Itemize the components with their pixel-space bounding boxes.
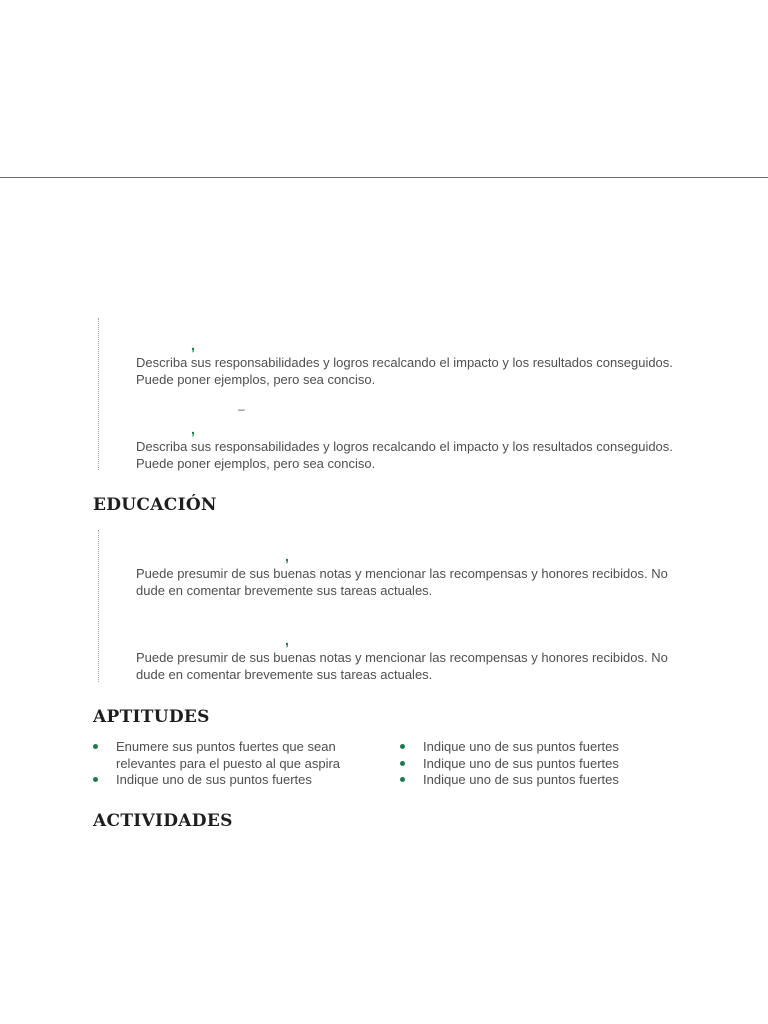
skill-text: Enumere sus puntos fuertes que sean relevantes para el puesto al que aspira — [116, 739, 341, 771]
skill-item — [93, 772, 343, 789]
experience-entry-1-description: Describa sus responsabilidades y logros recalcando el impacto y los resultados conseguidos. Puede poner ejemplos, pero sea conciso. — [136, 355, 673, 387]
bullet-icon — [93, 744, 98, 749]
skill-item — [93, 739, 343, 772]
experience-entry-2-date-separator: – — [238, 402, 245, 416]
experience-entry-2-description: Describa sus responsabilidades y logros recalcando el impacto y los resultados conseguidos. Puede poner ejemplos, pero sea conciso. — [136, 439, 673, 471]
education-heading: EDUCACIÓN — [93, 495, 217, 515]
education-entry-1-separator: , — [285, 548, 289, 564]
experience-entry-2-separator: , — [191, 421, 195, 437]
experience-timeline — [98, 318, 99, 470]
bullet-icon — [400, 761, 405, 766]
activities-heading: ACTIVIDADES — [93, 811, 233, 831]
skills-list-left — [93, 739, 343, 789]
education-timeline — [98, 530, 99, 682]
skill-item — [400, 772, 650, 789]
experience-entry-1-separator: , — [191, 337, 195, 353]
skills-heading: APTITUDES — [93, 707, 210, 727]
bullet-icon — [400, 777, 405, 782]
skill-text: Indique uno de sus puntos fuertes — [423, 755, 619, 771]
education-entry-2-description: Puede presumir de sus buenas notas y mencionar las recompensas y honores recibidos. No dude en comentar brevemente sus tareas actuales. — [136, 650, 668, 682]
skill-text: Indique uno de sus puntos fuertes — [423, 772, 619, 787]
education-entry-1-description: Puede presumir de sus buenas notas y mencionar las recompensas y honores recibidos. No dude en comentar brevemente sus tareas actuales. — [136, 566, 668, 598]
skill-item — [400, 756, 650, 773]
bullet-icon — [400, 744, 405, 749]
bullet-icon — [93, 777, 98, 782]
skill-text: Indique uno de sus puntos fuertes — [423, 739, 619, 754]
education-entry-2-separator: , — [285, 632, 289, 648]
skills-list-right — [400, 739, 650, 789]
skill-text: Indique uno de sus puntos fuertes — [116, 772, 312, 787]
skill-item — [400, 739, 650, 756]
header-area — [0, 0, 768, 178]
